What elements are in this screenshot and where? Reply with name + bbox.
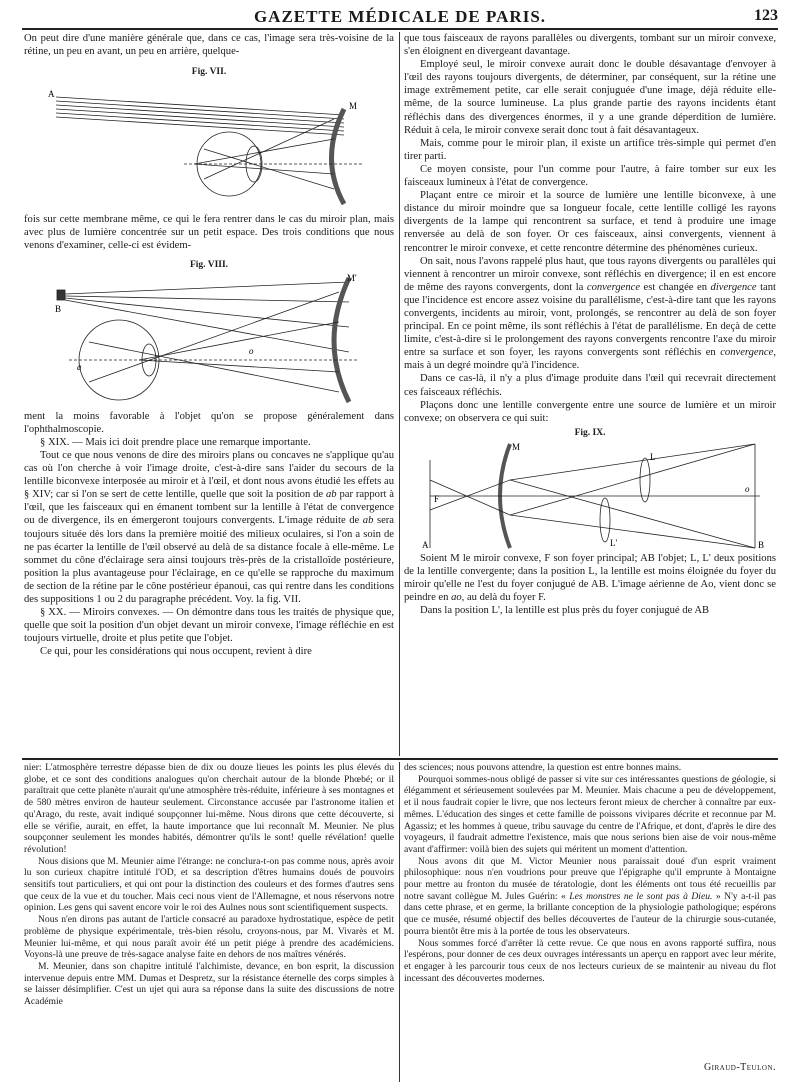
figure-viii-diagram	[49, 272, 369, 408]
text-run: sera toujours située dès lors dans la première moitié des milieux oculaires, si l'on a soin de ne pas écarter la lentille de l'œil observé au delà de sa distance focale à elle-même. Le sommet du cône d'éclairage sera ainsi toujours très-près de la cristalloïde postérieure, position la plus avantageuse pour l'éclairage, en ce qu'elle se rapproche du maximum de section de la rétine par le cône postérieur épanoui, cas qui rentre dans les conditions des suppositions 1 ou 2 du paragraphe précédent. Voy. la fig. VII.	[24, 515, 395, 605]
fig7-label-a: A	[48, 89, 55, 100]
feuilleton-left-column	[24, 762, 394, 1008]
fig8-label-a: a	[77, 361, 82, 372]
paragraph: On peut dire d'une manière générale que, dans ce cas, l'image sera très-voisine de la rétine, un peu en avant, un peu en arrière, quelque-	[24, 33, 394, 58]
text-run: Soient M le miroir convexe, F son foyer principal; AB l'objet; L, L' deux positions de la lentille convergente; dans la position L, la lentille est moins éloignée du foyer du miroir qu'elle ne l'est du foyer conjugué de AB. L'image aérienne de Ao, vient donc se peindre en	[404, 552, 776, 604]
text-run: On sait, nous l'avons rappelé plus haut, que tous rayons divergents ou parallèles qui viennent à rencontrer un miroir convexe, sont réfléchis en divergence; il en est encore de même des rayons convergents, dont la	[404, 255, 776, 293]
journal-title: GAZETTE MÉDICALE DE PARIS.	[253, 7, 547, 26]
paragraph: que tous faisceaux de rayons parallèles ou divergents, tombant sur un miroir convexe, s'en éloignent en divergeant davantage.	[404, 33, 776, 58]
fig9-label-f: F	[434, 493, 440, 504]
feuilleton-rule	[22, 758, 778, 760]
paragraph: Ce moyen consiste, pour l'un comme pour l'autre, à faire tomber sur eux les faisceaux lumineux à l'état de convergence.	[404, 163, 776, 189]
fig9-label-o: o	[745, 483, 750, 494]
figure-caption: Fig. VIII.	[189, 259, 229, 270]
paragraph: Mais, comme pour le miroir plan, il existe un artifice très-simple qui permet d'en tirer parti.	[404, 137, 776, 162]
text-run: par rapport à l'œil, que les faisceaux qui en émanent tombent sur la lentille à l'état de convergence ou de divergence, ils en émergeront toujours convergents. L'image réduite de	[24, 489, 394, 527]
fig9-label-b: B	[758, 539, 765, 550]
figure-vii-diagram	[44, 79, 374, 209]
page-header	[22, 6, 778, 30]
text-italic: Les monstres ne le sont pas à Dieu.	[565, 890, 716, 902]
fig8-label-o: o	[249, 345, 254, 356]
text-run: est changée en	[640, 281, 711, 293]
column-divider	[399, 762, 400, 1082]
feuilleton-right-column	[404, 762, 776, 984]
paragraph	[404, 552, 776, 604]
paragraph: nier: L'atmosphère terrestre dépasse bien de dix ou douze lieues les points les plus élevés du globe, et ce sont des conditions analogues qu'on cherchait autour de la blonde Phœbé; or il paraîtrait que cette planète n'aurait qu'une atmosphère très-réduite, inférieure à ses montagnes et de 580 mètres environ de hauteur seulement. Circonstance accusée par l'astronome italien et qu'Arago, du reste, avait indiqué soupçonner lui-même. Nous dirons que cette découverte, si elle se vérifie, aurait, en effet, la haute importance que lui reconnaît M. Meunier. Ne plus soupçonner seulement les mondes habités, démontrer qu'ils le sont! quelle révélation! quelle révolution!	[24, 762, 394, 855]
paragraph: Dans la position L', la lentille est plus près du foyer conjugué de AB	[420, 605, 710, 617]
text-italic: convergence	[586, 281, 641, 293]
text-run: tant que l'incidence est encore assez voisine du parallélisme, c'est-à-dire tant que les rayons convergents, incidents au miroir, vont, prolongés, se rencontrer au delà de son foyer principal. En ce point même, ils sont réfléchis à l'état de parallélisme. En deçà de cette limite, c'est-à-dire si le prolongement des rayons convergents rencontre l'axe du miroir entre sa surface et son foyer, les rayons convergents sont réfléchis en	[404, 281, 776, 359]
right-column	[404, 32, 776, 617]
figure-caption: Fig. VII.	[191, 67, 227, 78]
text-italic: convergence	[720, 347, 774, 359]
text-italic: ao	[451, 592, 462, 604]
paragraph: Dans ce cas-là, il n'y a plus d'image produite dans l'œil qui recevrait directement ces faisceaux réfléchis.	[404, 373, 776, 398]
column-divider	[399, 32, 400, 756]
fig9-label-l: L	[650, 451, 656, 462]
text-run: , au delà du foyer F.	[461, 592, 546, 604]
figure-ix-diagram	[410, 440, 770, 552]
paragraph: M. Meunier, dans son chapitre intitulé l'alchimiste, devance, en bon esprit, la discussion intervenue depuis entre MM. Dumas et Despretz, sur la résistance éternelle des corps simples à se laisser désimplifier. C'est un ujet qui aura sa réponse dans la suite des discussions de notre Académie	[24, 960, 394, 1008]
text-run: , mais à un degré moindre qu'à l'incidence.	[404, 347, 776, 372]
paragraph: Pourquoi sommes-nous obligé de passer si vite sur ces intéressantes questions de géologie, si élégamment et sérieusement soulevées par M. Meunier. Mais chacune a peu de développement, et il nous faudrait copier le livre, que nos lecteurs feront mieux de chercher à connaître par eux-mêmes. L'éducation des singes et cette famille de poissons vivipares décrite et reconnue par M. Agassiz; et les hommes à queue, tribu sauvage du centre de l'Afrique, et dont, d'après le dire des voyageurs, il faudrait admettre l'existence, mais que nous serions bien aise de voir nous-même avant d'affirmer: voilà bien des sujets qui méritent un moment d'attention.	[404, 773, 776, 855]
paragraph: Nous n'en dirons pas autant de l'article consacré au paradoxe hydrostatique, espèce de petit problème de physique expérimentale, très-bien résolu, croyons-nous, par M. Vivarès et M. Meunier lui-même, et qui nous paraît avoir été un petit piége à prendre des académiciens. Voyons-là une preuve de très-sagace analyse faite en dehors de nos maîtres vénérés.	[24, 914, 394, 961]
paragraph: Nous sommes forcé d'arrêter là cette revue. Ce que nous en avons rapporté suffira, nous l'espérons, pour donner de ces deux ouvrages intéressants un aperçu en rapport avec leur mérite, et engager à les parcourir tous ceux de nos lecteurs curieux de se maintenir au niveau du flot incessant des découvertes modernes.	[404, 937, 776, 984]
section-heading: § XIX. — Mais ici doit prendre place une remarque importante.	[40, 436, 311, 448]
paragraph: des sciences; nous pouvons attendre, la question est entre bonnes mains.	[404, 762, 682, 773]
paragraph: Plaçant entre ce miroir et la source de lumière une lentille biconvexe, à une distance du miroir moindre que sa longueur focale, cette lentille colligé les rayons divergents de la lampe qui rencontrent sa surface, et tend à produire une image renversée au delà de son foyer. Or ces faisceaux, ainsi convergents, viennent à rencontrer le miroir convexe, et cette rencontre détermine des phénomènes curieux.	[404, 190, 776, 254]
paragraph: Ce qui, pour les considérations qui nous occupent, revient à dire	[40, 646, 312, 658]
paragraph	[404, 856, 776, 938]
paragraph	[404, 255, 776, 373]
fig9-label-l-prime: L'	[610, 537, 618, 548]
left-column	[24, 32, 394, 658]
section-heading: § XX. — Miroirs convexes. — On démontre dans tous les traités de physique que, quelle que soit la position d'un objet devant un miroir convexe, l'image réfléchie en est toujours virtuelle, droite et plus petite que l'objet.	[24, 607, 394, 645]
paragraph: Nous disions que M. Meunier aime l'étrange: ne conclura-t-on pas comme nous, après avoir lu son curieux chapitre intitulé l'OD, et sa description d'êtres humains doués de pouvoirs sensitifs tout particuliers, et qui ont pour la distinction des couleurs et des formes d'autres sens que ceux de la vue et du toucher. Mais ceci nous vient de l'Allemagne, et nous réservons notre opinion. Les gens qui savent encore voir le roi des Aulnes nous sont scientifiquement suspects.	[24, 855, 394, 914]
text-run: » N'y a-t-il pas dans cette phrase, et en germe, la brillante conception de la physiologie pathologique; espérons que ce musée, résumé objectif des belles découvertes de l'auteur de la chirurgie sous-cutanée, pourra bientôt être mis à la portée de tous les observateurs.	[404, 890, 776, 937]
fig9-label-m: M	[512, 441, 521, 452]
text-italic: ab	[362, 515, 374, 527]
page-number: 123	[754, 7, 778, 24]
text-run: Nous avons dit que M. Victor Meunier nous paraissait doué d'un esprit vraiment philosophique: nous n'en voudrions pour preuve que l'épigraphe qu'il emprunte à Montaigne pour mettre au fronton du musée de tératologie, dont les éléments ont tous été recueillis par notre savant collègue M. Jules Guérin: «	[404, 855, 776, 902]
text-italic: ab	[325, 489, 337, 501]
text-italic: divergence	[710, 281, 757, 293]
author-signature: Giraud-Teulon.	[703, 1062, 776, 1073]
fig8-label-b: B	[55, 303, 62, 314]
paragraph: Employé seul, le miroir convexe aurait donc le double désavantage d'envoyer à l'œil des rayons toujours divergents, de déterminer, par conséquent, sur la rétine une image extrêmement petite, car elle serait conjuguée d'une image, déjà réduite elle-même, de la source lumineuse. La plus grande partie des rayons incidents étant réfléchis dans des divergences énormes, il y a une grande déperdition de lumière. Réduit à cela, le miroir convexe serait donc tout à fait désavantageux.	[404, 59, 776, 136]
fig7-label-m: M	[349, 101, 358, 112]
figure-caption: Fig. IX.	[574, 427, 606, 438]
paragraph: fois sur cette membrane même, ce qui le fera rentrer dans le cas du miroir plan, mais avec plus de lumière concentrée sur un petit espace. Des trois conditions que nous venons d'examiner, celle-ci est évidem-	[24, 214, 394, 252]
fig8-label-m: M'	[347, 272, 357, 283]
text-run: Tout ce que nous venons de dire des miroirs plans ou concaves ne s'applique qu'au cas où l'on cherche à voir l'image droite, c'est-à-dire sans l'aider du secours de la lentille biconvexe interposée au miroir et à l'œil, et dont nous avons étudié les effets au § XIV; car si l'on se sert de cette lentille, quelle que soit la position de	[24, 449, 394, 501]
paragraph: Plaçons donc une lentille convergente entre une source de lumière et un miroir convexe; on observera ce qui suit:	[404, 399, 776, 424]
paragraph: ment la moins favorable à l'objet qu'on se propose généralement dans l'ophthalmoscopie.	[24, 410, 394, 435]
fig9-label-a: A	[422, 539, 429, 550]
paragraph	[24, 449, 394, 606]
